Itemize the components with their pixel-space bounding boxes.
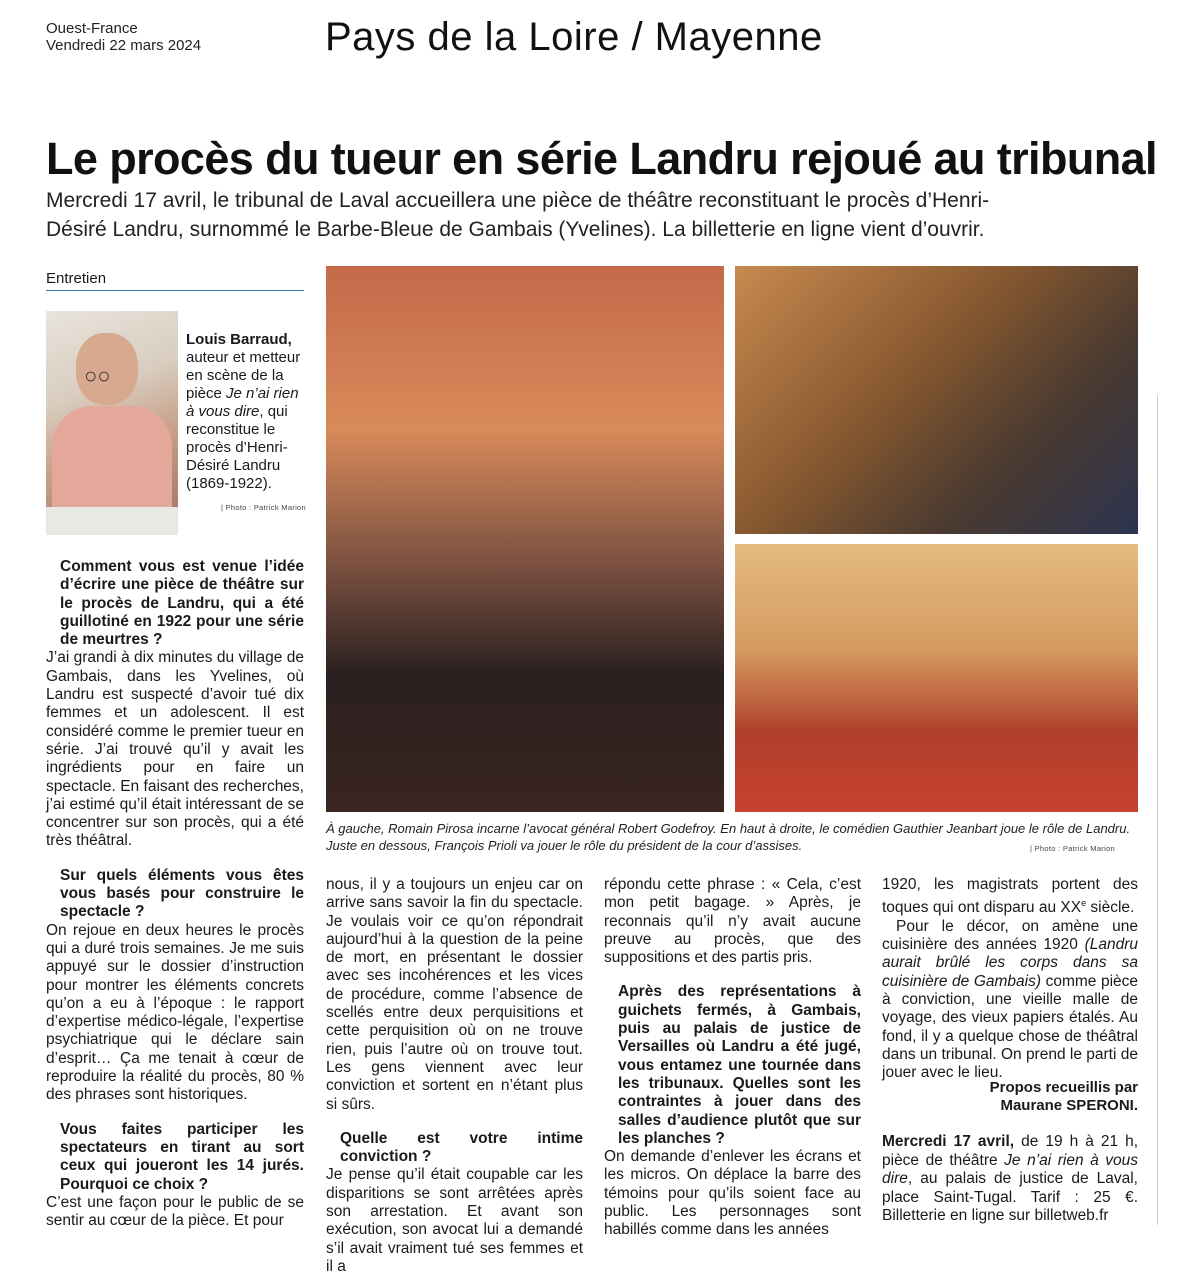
main-photo-credit: | Photo : Patrick Marion xyxy=(1030,844,1116,853)
column-4 xyxy=(882,876,1138,1082)
info-text-2: , au palais de justice de Laval, place Saint-Tugal. Tarif : 25 €. Billetterie en ligne sur billetweb.fr xyxy=(882,1170,1138,1224)
headline: Le procès du tueur en série Landru rejoué au tribunal xyxy=(46,133,1157,184)
masthead xyxy=(46,20,201,54)
portrait-table xyxy=(46,507,178,535)
chapo: Mercredi 17 avril, le tribunal de Laval accueillera une pièce de théâtre reconstituant le procès d’Henri-Désiré Landru, surnommé le Barbe-Bleue de Gambais (Yvelines). La billetterie en ligne vient d’ouvrir. xyxy=(46,189,990,241)
answer-6 xyxy=(882,918,1138,1083)
info-date: Mercredi 17 avril, xyxy=(882,1133,1015,1150)
photo-president xyxy=(735,544,1138,812)
question-1: Comment vous est venue l’idée d’écrire une pièce de théâtre sur le procès de Landru, qui a été guillotiné en 1922 pour une série de meurtres ? xyxy=(60,558,304,649)
answer-3: C’est une façon pour le public de se sentir au cœur de la pièce. Et pour xyxy=(46,1193,304,1230)
practical-info xyxy=(882,1133,1138,1226)
page-edge-divider xyxy=(1157,395,1158,1225)
section-title: Pays de la Loire / Mayenne xyxy=(325,15,823,59)
answer-5-cont xyxy=(882,876,1138,918)
question-2: Sur quels éléments vous êtes vous basés pour construire le spectacle ? xyxy=(60,866,304,921)
photo-caption: À gauche, Romain Pirosa incarne l’avocat général Robert Godefroy. En haut à droite, le comédien Gauthier Jeanbart joue le rôle de Landru. Juste en dessous, François Prioli va jouer le rôle du président de la cour d’assises. xyxy=(326,821,1131,853)
answer-6-part-2: comme pièce à conviction, une vieille malle de voyage, des vieux papiers étalés. Au fond, il y a quelque chose de théâtral dans un tribunal. On prend le parti de jouer avec le lieu. xyxy=(882,972,1138,1082)
answer-1: J’ai grandi à dix minutes du village de Gambais, dans les Yvelines, où Landru est suspecté d’avoir tué dix femmes et un adolescent. Il est considéré comme le premier tueur en série. J’ai trouvé qu’il y avait les ingrédients pour en faire un spectacle. En faisant des recherches, j’ai estimé qu’il était intéressant de se concentrer sur son procès, qui a été très théâtral. xyxy=(46,649,304,850)
bio-name: Louis Barraud, xyxy=(186,331,292,348)
portrait-credit: | Photo : Patrick Marion xyxy=(220,503,306,512)
column-2 xyxy=(326,876,583,1276)
portrait-photo xyxy=(46,311,178,535)
answer-5-cont-1: 1920, les magistrats portent des toques qui ont disparu au XX xyxy=(882,876,1138,917)
bio-text-1: auteur et metteur en scène de la pièce xyxy=(186,349,301,402)
answer-5-cont-2: siècle. xyxy=(1086,899,1135,917)
signature-line-2: Maurane SPERONI. xyxy=(1000,1097,1138,1114)
answer-3-cont: nous, il y a toujours un enjeu car on arrive sans savoir la fin du spectacle. Je voulais voir ce qu’on répondrait aujourd’hui à la question de la peine de mort, en présentant le dossier avec ses incohérences et les vices de procédure, comme l’absence de scellés entre deux perquisitions et cette perquisition où on ne trouve rien, puis l’autre où on trouve tout. Les gens viennent avec leur conviction et sortent en n’étant plus si sûrs. xyxy=(326,876,583,1113)
answer-5: On demande d’enlever les écrans et les micros. On déplace la barre des témoins pour qu’ils soient face au public. Les personnages sont habillés comme dans les années xyxy=(604,1148,861,1239)
bio-title: Je n’ai rien à vous dire xyxy=(186,385,299,420)
rubrique-label: Entretien xyxy=(46,270,304,291)
bio-box xyxy=(186,331,306,517)
question-3: Vous faites participer les spectateurs en tirant au sort ceux qui joueront les 14 jurés. Pourquoi ce choix ? xyxy=(60,1120,304,1193)
column-1 xyxy=(46,558,304,1230)
century-superscript: e xyxy=(1081,898,1087,909)
signature xyxy=(882,1079,1138,1115)
info-text-1: de 19 h à 21 h, pièce de théâtre xyxy=(882,1133,1138,1169)
photo-landru xyxy=(735,266,1138,534)
glasses-icon: ○○ xyxy=(84,363,111,388)
column-3 xyxy=(604,876,861,1240)
publication-name: Ouest-France xyxy=(46,20,138,37)
question-4: Quelle est votre intime conviction ? xyxy=(340,1129,583,1166)
answer-2: On rejoue en deux heures le procès qui a duré trois semaines. Je me suis appuyé sur le dossier d’instruction pour montrer les éléments concrets qu’on a eu à l’époque : le rapport d’expertise médico-légale, l’expertise psychiatrique qui le déclare sain d’esprit… Ça me tenait à cœur de reproduire la réalité du procès, 80 % des phrases sont historiques. xyxy=(46,921,304,1104)
info-title: Je n’ai rien à vous dire xyxy=(882,1151,1139,1187)
question-5: Après des représentations à guichets fermés, à Gambais, puis au palais de justice de Versailles où Landru a été jugé, vous entamez une tournée dans les tribunaux. Quelles sont les contraintes à jouer dans des salles d’audience plutôt que sur les planches ? xyxy=(618,983,861,1147)
answer-4: Je pense qu’il était coupable car les disparitions se sont arrêtées après son arrestation. Et avant son exécution, son avocat lui a demandé s’il avait vraiment tué ses femmes et il a xyxy=(326,1166,583,1275)
publication-date: Vendredi 22 mars 2024 xyxy=(46,37,202,54)
signature-line-1: Propos recueillis par xyxy=(989,1079,1138,1096)
answer-6-italic: (Landru aurait brûlé les corps dans sa cuisinière de Gambais) xyxy=(882,936,1139,990)
answer-6-part-1: Pour le décor, on amène une cuisinière des années 1920 xyxy=(882,917,1138,954)
photo-avocat-general xyxy=(326,266,724,812)
bio-text-2: , qui reconstitue le procès d’Henri-Désiré Landru (1869-1922). xyxy=(186,403,288,492)
answer-4-cont: répondu cette phrase : « Cela, c’est mon petit bagage. » Après, je reconnais qu’il n’y avait aucune preuve au procès, que des suppositions et des partis pris. xyxy=(604,876,861,967)
